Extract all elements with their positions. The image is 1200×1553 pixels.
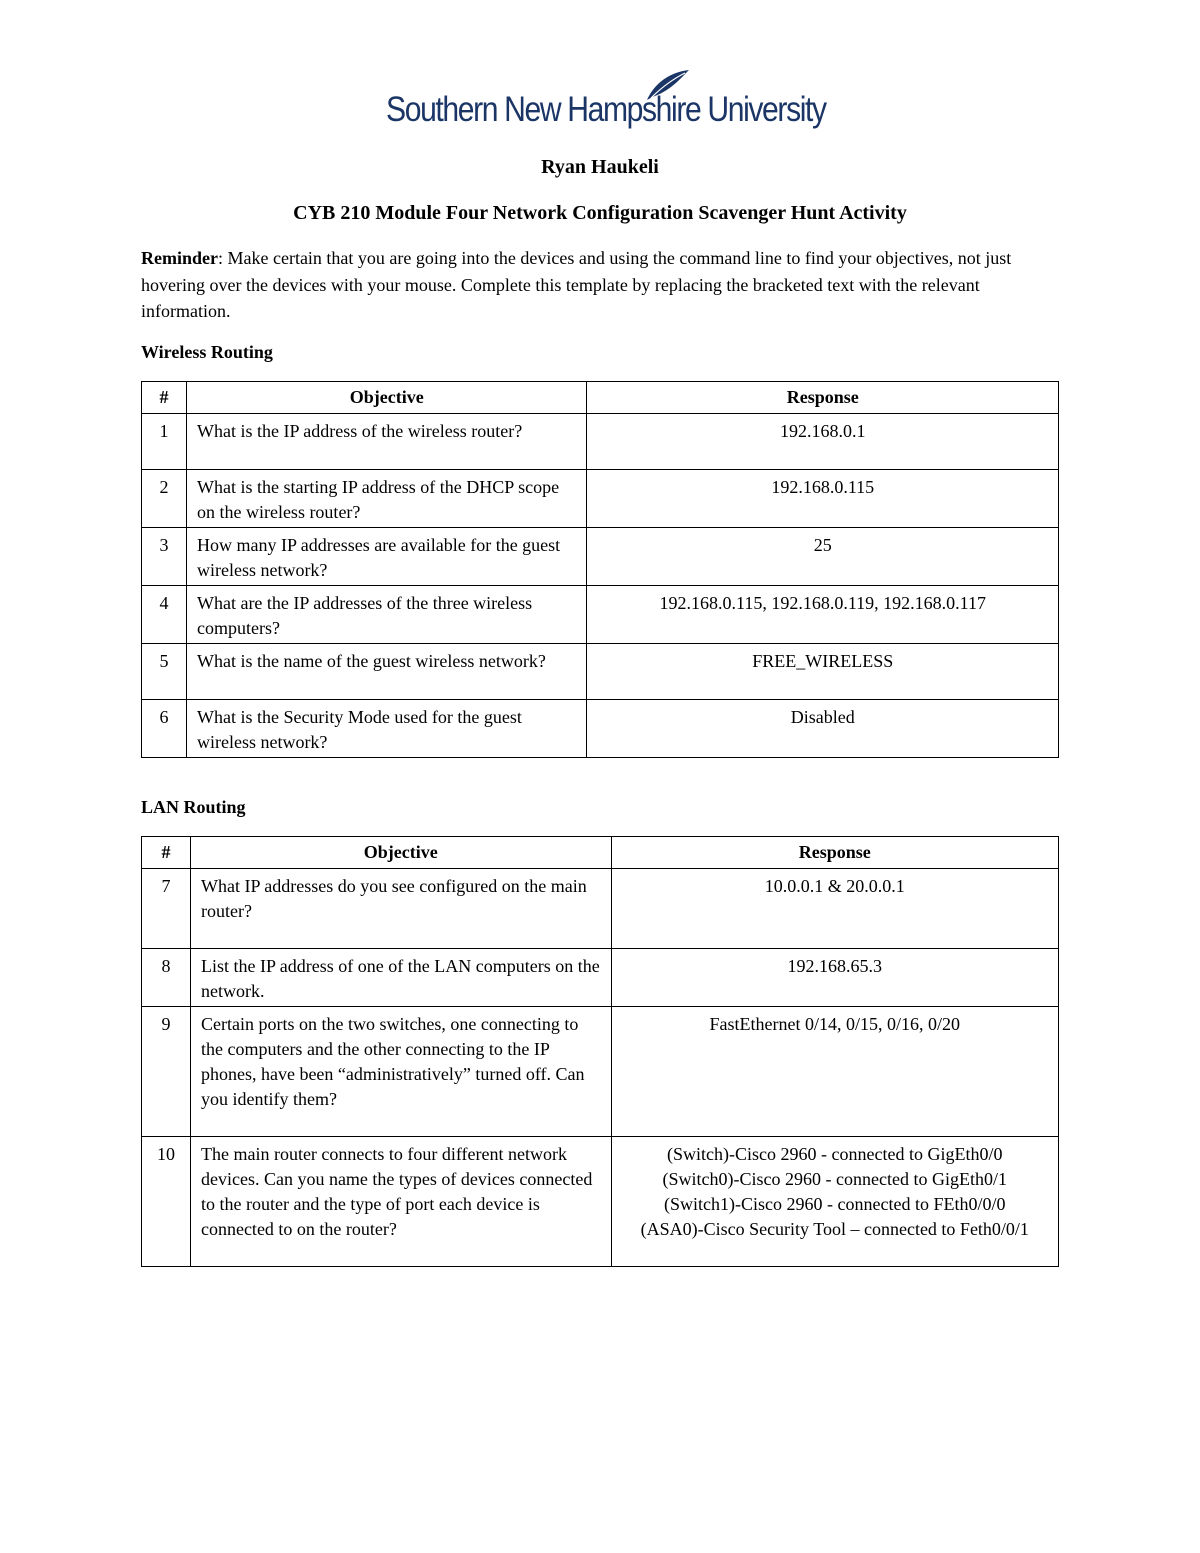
reminder-text: : Make certain that you are going into the devices and using the command line to find your objectives, not just hovering over the devices with your mouse. Complete this template by replacing the bracketed text with the relevant information. (141, 248, 1012, 321)
row-response: FREE_WIRELESS (587, 644, 1059, 700)
table-row (142, 700, 1059, 758)
university-logo (386, 68, 826, 138)
row-number: 3 (142, 528, 187, 586)
lan-routing-heading: LAN Routing (141, 797, 246, 817)
row-number: 1 (142, 414, 187, 470)
row-response: 192.168.0.1 (587, 414, 1059, 470)
row-objective: How many IP addresses are available for the guest wireless network? (186, 528, 587, 586)
row-objective: List the IP address of one of the LAN computers on the network. (190, 949, 611, 1007)
logo-wordmark: Southern New Hampshire University (386, 90, 826, 129)
row-objective: What is the Security Mode used for the guest wireless network? (186, 700, 587, 758)
row-number: 6 (142, 700, 187, 758)
lan-routing-table (141, 836, 1059, 1267)
column-header-number: # (142, 837, 191, 869)
row-response: 192.168.0.115, 192.168.0.119, 192.168.0.117 (587, 586, 1059, 644)
reminder-label: Reminder (141, 248, 218, 268)
row-number: 9 (142, 1007, 191, 1137)
row-number: 10 (142, 1137, 191, 1267)
table-row (142, 1137, 1059, 1267)
column-header-response: Response (611, 837, 1058, 869)
row-objective: What are the IP addresses of the three wireless computers? (186, 586, 587, 644)
table-row (142, 869, 1059, 949)
wireless-routing-table (141, 381, 1059, 758)
reminder-paragraph (141, 245, 1061, 325)
response-line: (Switch)-Cisco 2960 - connected to GigEth0/0 (667, 1144, 1003, 1164)
wireless-routing-heading: Wireless Routing (141, 342, 273, 362)
response-line: (ASA0)-Cisco Security Tool – connected to Feth0/0/1 (640, 1219, 1029, 1239)
row-response: FastEthernet 0/14, 0/15, 0/16, 0/20 (611, 1007, 1058, 1137)
table-header-row (142, 837, 1059, 869)
row-response: 192.168.0.115 (587, 470, 1059, 528)
response-line: (Switch0)-Cisco 2960 - connected to GigEth0/1 (662, 1169, 1007, 1189)
table-row (142, 470, 1059, 528)
response-line: (Switch1)-Cisco 2960 - connected to FEth0/0/0 (664, 1194, 1006, 1214)
column-header-number: # (142, 382, 187, 414)
row-response: Disabled (587, 700, 1059, 758)
table-row (142, 414, 1059, 470)
row-objective: What is the IP address of the wireless router? (186, 414, 587, 470)
column-header-objective: Objective (186, 382, 587, 414)
row-number: 7 (142, 869, 191, 949)
table-row (142, 949, 1059, 1007)
column-header-objective: Objective (190, 837, 611, 869)
row-objective: Certain ports on the two switches, one connecting to the computers and the other connecting to the IP phones, have been “administratively” turned off. Can you identify them? (190, 1007, 611, 1137)
row-response: 25 (587, 528, 1059, 586)
author-name: Ryan Haukeli (541, 156, 659, 178)
document-title: CYB 210 Module Four Network Configuration Scavenger Hunt Activity (293, 202, 907, 224)
column-header-response: Response (587, 382, 1059, 414)
row-objective: The main router connects to four different network devices. Can you name the types of devices connected to the router and the type of port each device is connected to on the router? (190, 1137, 611, 1267)
row-objective: What is the name of the guest wireless network? (186, 644, 587, 700)
row-number: 2 (142, 470, 187, 528)
table-row (142, 644, 1059, 700)
table-row (142, 1007, 1059, 1137)
row-response: 192.168.65.3 (611, 949, 1058, 1007)
row-number: 4 (142, 586, 187, 644)
row-number: 8 (142, 949, 191, 1007)
row-number: 5 (142, 644, 187, 700)
row-objective: What IP addresses do you see configured on the main router? (190, 869, 611, 949)
table-row (142, 586, 1059, 644)
table-header-row (142, 382, 1059, 414)
row-response (611, 1137, 1058, 1267)
table-row (142, 528, 1059, 586)
row-objective: What is the starting IP address of the DHCP scope on the wireless router? (186, 470, 587, 528)
row-response: 10.0.0.1 & 20.0.0.1 (611, 869, 1058, 949)
